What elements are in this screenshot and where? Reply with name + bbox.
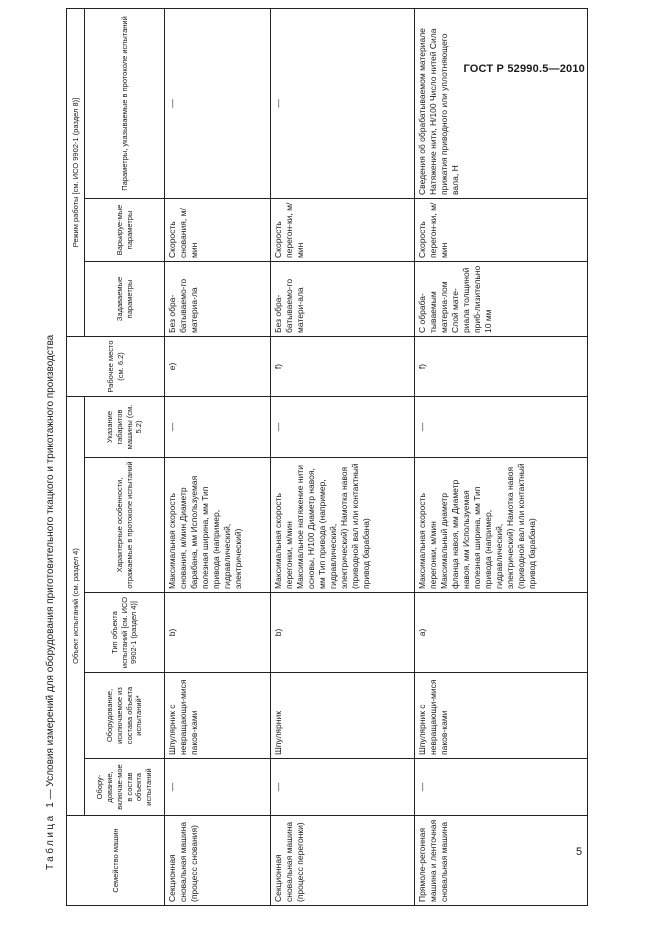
cell-equip-excluded: Шпулярник	[271, 673, 415, 759]
cell-workplace: e)	[165, 336, 271, 396]
table-row	[271, 8, 415, 905]
cell-varied-params: Скорость перегон-ки, м/мин	[415, 198, 588, 261]
cell-gabarit: —	[165, 396, 271, 457]
header-family: Семейство машин	[67, 816, 165, 906]
header-equip-included: Обору-дование, включае-мое в состав объекта испытаний	[85, 759, 165, 816]
cell-object-type: b)	[165, 593, 271, 673]
cell-characteristics: Максимальная скорость перегонки, м/мин Максимальное натяжение нити основы, Н/100 Диаметр навоя, мм Тип привода (например, гидравлический, электрический) Намотка навоя (приводной вал или контактный привод барабана)	[271, 458, 415, 593]
cell-gabarit: —	[271, 396, 415, 457]
cell-varied-params: Скорость снования, м/мин	[165, 198, 271, 261]
cell-object-type: a)	[415, 593, 588, 673]
header-varied-params: Варьируе-мые параметры	[85, 198, 165, 261]
cell-workplace: f)	[415, 336, 588, 396]
cell-characteristics: Максимальная скорость перегонки, м/мин Максимальный диаметр фланца навоя, мм Диаметр навоя, мм Используемая полезная ширина, мм Тип привода (например, гидравлический, электрический) Намотка навоя (приводной вал или контактный привод барабана)	[415, 458, 588, 593]
cell-equip-included: —	[271, 759, 415, 816]
cell-given-params: Без обра-батываемо-го матери-ала	[271, 261, 415, 336]
cell-given-params: Без обра-батываемо-го материа-ла	[165, 261, 271, 336]
cell-reported-params: —	[165, 8, 271, 198]
cell-reported-params: Сведения об обрабатываемом материале Натяжение нити, Н/100 Число нитей Сила прижатия приводного или уплотняющего вала, Н	[415, 8, 588, 198]
cell-family: Секционная сновальная машина (процесс перегонки)	[271, 816, 415, 906]
document-header: ГОСТ Р 52990.5—2010	[463, 63, 585, 75]
header-characteristics: Характерные особенности, отражаемые в протоколе испытаний	[85, 458, 165, 593]
measurement-conditions-table	[66, 8, 588, 906]
header-group-mode: Режим работы [см. ИСО 9902-1 (раздел 8)]	[67, 8, 85, 336]
cell-varied-params: Скорость перегон-ки, м/мин	[271, 198, 415, 261]
header-group-object: Объект испытаний (см. раздел 4)	[67, 396, 85, 815]
page-number: 5	[576, 846, 583, 858]
header-workplace: Рабочее место (см. 6.2)	[67, 336, 165, 396]
cell-gabarit: —	[415, 396, 588, 457]
cell-equip-excluded: Шпулярник с невращающи-мися паков-ками	[165, 673, 271, 759]
header-equip-excluded: Оборудование, исключаемое из состава объекта испытаний*	[85, 673, 165, 759]
table-row	[415, 8, 588, 905]
cell-family: Секционная сновальная машина (процесс снования)	[165, 816, 271, 906]
cell-workplace: f)	[271, 336, 415, 396]
header-object-type: Тип объекта испытаний [см. ИСО 9902-1 (раздел 4)]	[85, 593, 165, 673]
cell-given-params: С обраба-тываемым материа-лом Слой мате-риала толщиной приб-лизительно 10 мм	[415, 261, 588, 336]
caption-number: 1	[45, 802, 56, 808]
header-gabarit: Указание габаритов машины (см. 5.2)	[85, 396, 165, 457]
cell-characteristics: Максимальная скорость снования, м/мин Диаметр барабана, мм Используемая полезная ширина, мм Тип привода (например, гидравлический, электрический)	[165, 458, 271, 593]
header-given-params: Задаваемые параметры	[85, 261, 165, 336]
cell-reported-params: —	[271, 8, 415, 198]
caption-prefix: Таблица	[45, 813, 56, 870]
caption-text: — Условия измерений для оборудования приготовительного ткацкого и трикотажного производства	[45, 334, 56, 800]
table-caption	[43, 290, 59, 870]
cell-equip-excluded: Шпулярник с невращающи-мися паков-ками	[415, 673, 588, 759]
header-reported-params: Параметры, указываемые в протоколе испытаний	[85, 8, 165, 198]
cell-equip-included: —	[415, 759, 588, 816]
table-row	[165, 8, 271, 905]
cell-object-type: b)	[271, 593, 415, 673]
cell-family: Прямоле-регонная машина и ленточная сновальная машина	[415, 816, 588, 906]
cell-equip-included: —	[165, 759, 271, 816]
